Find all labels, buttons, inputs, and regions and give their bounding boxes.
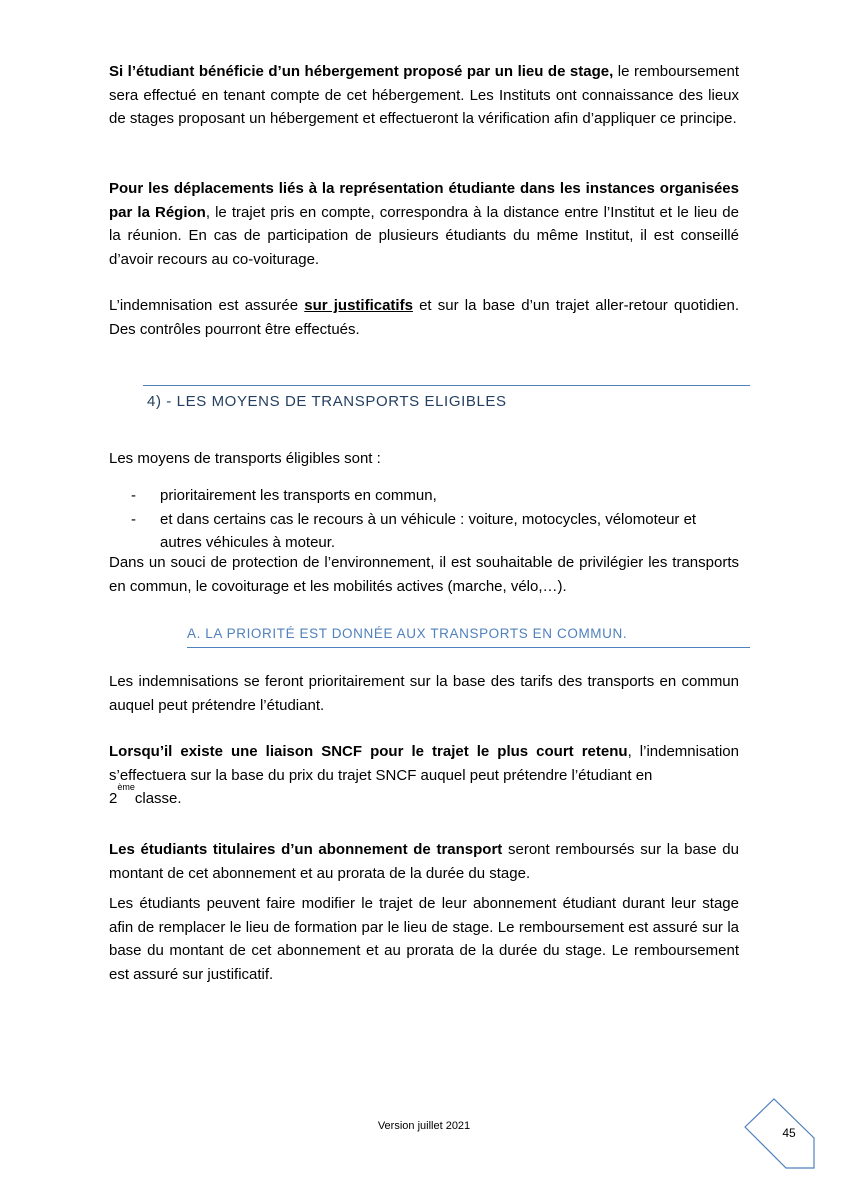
list-bullet: - [131, 510, 136, 528]
superscript-eme: ème [117, 782, 135, 792]
paragraph-intro: Les moyens de transports éligibles sont : [109, 450, 381, 467]
page-number: 45 [782, 1126, 796, 1140]
transport-list [109, 484, 739, 555]
paragraph-hebergement [109, 60, 739, 131]
paragraph-text: , l’indemnisation s’effectuera sur la base du prix du trajet SNCF auquel peut prétendre l’étudiant en [109, 743, 739, 784]
page-number-badge [744, 1098, 816, 1170]
paragraph-tarifs: Les indemnisations se feront prioritairement sur la base des tarifs des transports en commun auquel peut prétendre l’étudiant. [109, 673, 739, 714]
paragraph-text: L’indemnisation est assurée [109, 297, 305, 314]
paragraph-bold-lead: Lorsqu’il existe une liaison SNCF pour le trajet le plus court retenu [109, 743, 628, 760]
paragraph-text: le remboursement sera effectué en tenant compte de cet hébergement. Les Instituts ont connaissance des lieux de stages proposant un hébergement et effectueront la vérification afin d’appliquer ce principe. [109, 63, 739, 127]
paragraph-text: , le trajet pris en compte, correspondra à la distance entre l’Institut et le lieu de la réunion. En cas de participation de plusieurs étudiants du même Institut, il est conseillé d’avoir recours au co-voiturage. [109, 203, 739, 268]
list-item [109, 508, 739, 555]
paragraph-bold-lead: Les étudiants titulaires d’un abonnement de transport [109, 841, 503, 858]
paragraph-environnement: Dans un souci de protection de l’environnement, il est souhaitable de privilégier les transports en commun, le covoiturage et les mobilités actives (marche, vélo,…). [109, 554, 739, 595]
paragraph-indemnisation [109, 294, 739, 341]
paragraph-text: et sur la base d’un trajet aller-retour quotidien. Des contrôles pourront être effectués. [109, 297, 739, 338]
footer-version: Version juillet 2021 [377, 1120, 471, 1132]
list-item [109, 484, 739, 508]
paragraph-text: seront remboursés sur la base du montant de cet abonnement et au prorata de la durée du stage. [109, 841, 739, 882]
paragraph-bold-lead: Pour les déplacements liés à la représentation étudiante dans les instances organisées par la Région [109, 180, 739, 221]
underlined-text: sur justificatifs [304, 297, 413, 314]
list-item-text: et dans certains cas le recours à un véhicule : voiture, motocycles, vélomoteur et autres véhicules à moteur. [160, 510, 697, 551]
paragraph-bold-lead: Si l’étudiant bénéficie d’un hébergement proposé par un lieu de stage, [109, 63, 614, 80]
section-heading-4: 4) - LES MOYENS DE TRANSPORTS ELIGIBLES [143, 385, 750, 414]
paragraph-representation [109, 177, 739, 271]
class-number: 2 [109, 790, 118, 807]
list-item-text: prioritairement les transports en commun, [160, 487, 437, 504]
subsection-heading-a: A. LA PRIORITÉ EST DONNÉE AUX TRANSPORTS EN COMMUN. [187, 622, 750, 648]
paragraph-abonnement [109, 838, 739, 885]
paragraph-modification-trajet: Les étudiants peuvent faire modifier le trajet de leur abonnement étudiant durant leur stage afin de remplacer le lieu de formation par le lieu de stage. Le remboursement est assuré sur la base du montant de cet abonnement et au prorata de la durée du stage. Le remboursement est assuré sur justificatif. [109, 895, 739, 983]
paragraph-text: classe. [134, 790, 182, 807]
list-bullet: - [131, 487, 136, 504]
paragraph-sncf [109, 740, 739, 811]
